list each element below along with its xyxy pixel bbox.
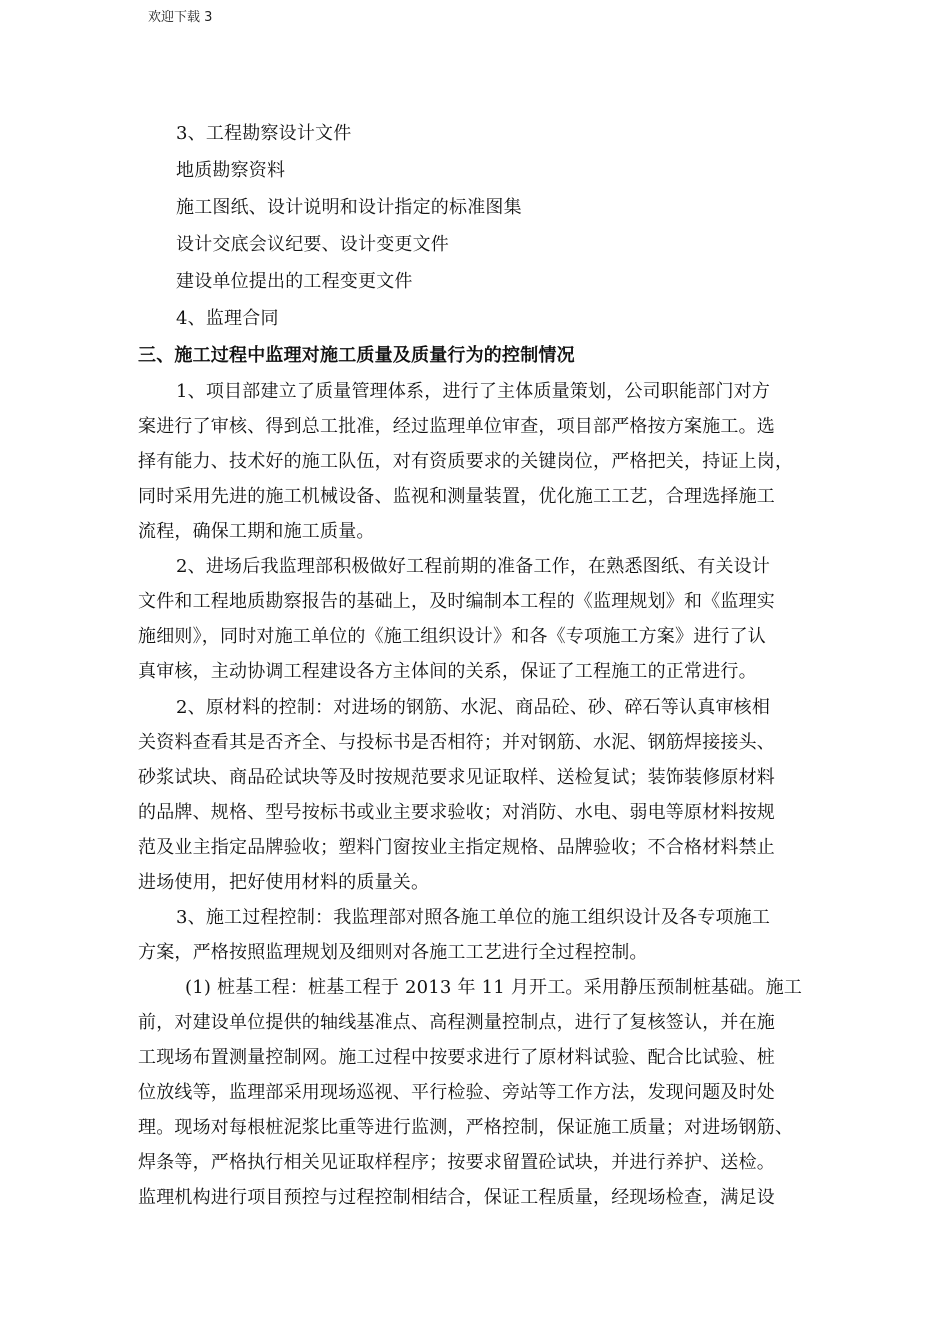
paragraph-line: 真审核，主动协调工程建设各方主体间的关系，保证了工程施工的正常进行。 <box>138 661 757 682</box>
paragraph-line: 关资料查看其是否齐全、与投标书是否相符；并对钢筋、水泥、钢筋焊接接头、 <box>138 732 775 753</box>
paragraph-line: 3、施工过程控制：我监理部对照各施工单位的施工组织设计及各专项施工 <box>176 907 771 928</box>
paragraph-line: 监理机构进行项目预控与过程控制相结合，保证工程质量，经现场检查，满足设 <box>138 1187 775 1208</box>
paragraph-line: 文件和工程地质勘察报告的基础上，及时编制本工程的《监理规划》和《监理实 <box>138 591 775 612</box>
list-item: 建设单位提出的工程变更文件 <box>176 271 413 292</box>
paragraph-line: 择有能力、技术好的施工队伍，对有资质要求的关键岗位，严格把关，持证上岗， <box>138 451 794 472</box>
list-item: 施工图纸、设计说明和设计指定的标准图集 <box>176 197 522 218</box>
list-item: 设计交底会议纪要、设计变更文件 <box>176 234 449 255</box>
paragraph-line: 工现场布置测量控制网。施工过程中按要求进行了原材料试验、配合比试验、桩 <box>138 1047 775 1068</box>
page-header: 欢迎下载 3 <box>148 10 213 25</box>
paragraph-line: 2、原材料的控制：对进场的钢筋、水泥、商品砼、砂、碎石等认真审核相 <box>176 697 771 718</box>
paragraph-line: 的品牌、规格、型号按标书或业主要求验收；对消防、水电、弱电等原材料按规 <box>138 802 775 823</box>
paragraph-line: (1) 桩基工程：桩基工程于 2013 年 11 月开工。采用静压预制桩基础。施工 <box>185 977 803 998</box>
paragraph-line: 位放线等，监理部采用现场巡视、平行检验、旁站等工作方法，发现问题及时处 <box>138 1082 775 1103</box>
list-item: 地质勘察资料 <box>176 160 286 181</box>
paragraph-line: 施细则》，同时对施工单位的《施工组织设计》和各《专项施工方案》进行了认 <box>138 626 766 647</box>
paragraph-line: 前，对建设单位提供的轴线基准点、高程测量控制点，进行了复核签认，并在施 <box>138 1012 775 1033</box>
paragraph-line: 焊条等，严格执行相关见证取样程序；按要求留置砼试块，并进行养护、送检。 <box>138 1152 775 1173</box>
paragraph-line: 理。现场对每根桩泥浆比重等进行监测，严格控制，保证施工质量；对进场钢筋、 <box>138 1117 794 1138</box>
paragraph-line: 案进行了审核、得到总工批准，经过监理单位审查，项目部严格按方案施工。选 <box>138 416 775 437</box>
paragraph-line: 进场使用，把好使用材料的质量关。 <box>138 872 430 893</box>
paragraph-line: 方案，严格按照监理规划及细则对各施工工艺进行全过程控制。 <box>138 942 648 963</box>
list-item: 3、工程勘察设计文件 <box>176 123 352 144</box>
paragraph-line: 2、进场后我监理部积极做好工程前期的准备工作，在熟悉图纸、有关设计 <box>176 556 771 577</box>
paragraph-line: 范及业主指定品牌验收；塑料门窗按业主指定规格、品牌验收；不合格材料禁止 <box>138 837 775 858</box>
section-heading: 三、施工过程中监理对施工质量及质量行为的控制情况 <box>138 345 575 366</box>
paragraph-line: 砂浆试块、商品砼试块等及时按规范要求见证取样、送检复试；装饰装修原材料 <box>138 767 775 788</box>
paragraph-line: 1、项目部建立了质量管理体系，进行了主体质量策划，公司职能部门对方 <box>176 381 771 402</box>
list-item: 4、监理合同 <box>176 308 279 329</box>
paragraph-line: 同时采用先进的施工机械设备、监视和测量装置，优化施工工艺，合理选择施工 <box>138 486 775 507</box>
paragraph-line: 流程，确保工期和施工质量。 <box>138 521 375 542</box>
